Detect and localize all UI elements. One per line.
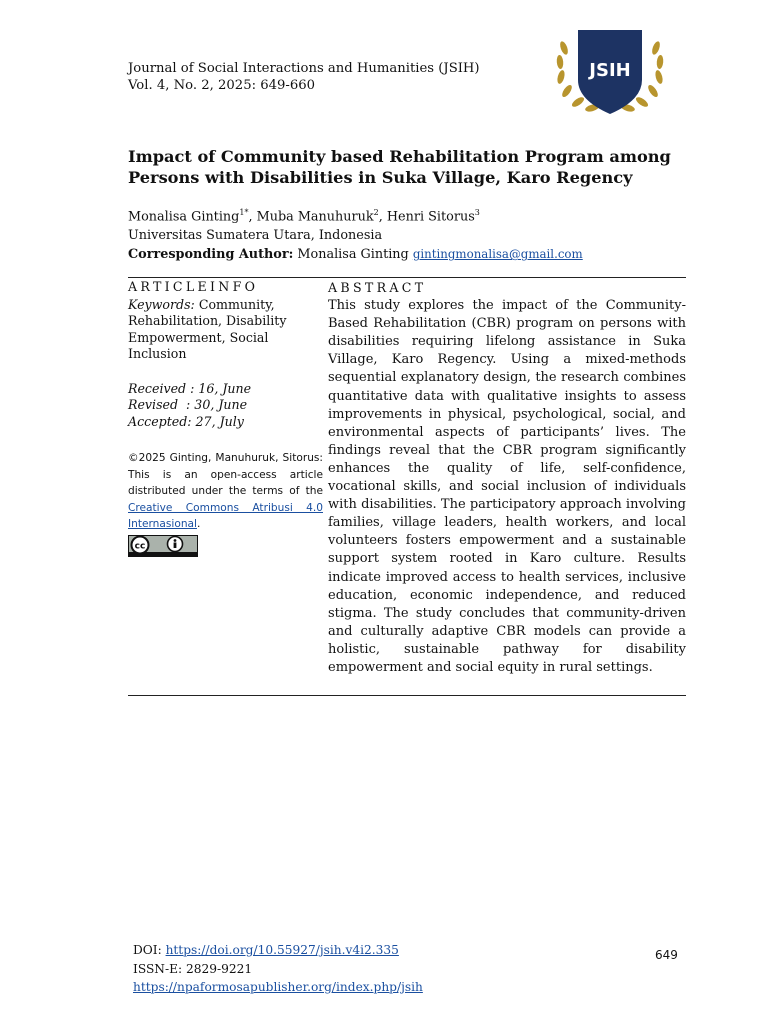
author-block (128, 204, 688, 265)
journal-header (128, 60, 480, 94)
affiliation: Universitas Sumatera Utara, Indonesia (128, 227, 383, 243)
article-title: Impact of Community based Rehabilitation Program among Persons with Disabilities in Suka Village, Karo Regency (128, 147, 671, 187)
corresponding-author (128, 245, 688, 265)
author-sup: 2 (373, 208, 379, 217)
volume-info: Vol. 4, No. 2, 2025: 649-660 (128, 78, 316, 93)
author-name: Monalisa Ginting (128, 209, 240, 225)
page-number: 649 (655, 948, 678, 962)
abstract-text: This study explores the impact of the Community-Based Rehabilitation (CBR) program on persons with disabilities requiring lifelong assistance in Suka Village, Karo Regency. Using a mixed-methods sequential explanatory design, the research combines quantitative data with qualitative insights to assess improvements in physical, psychological, social, and environmental aspects of participants’ lives. The findings reveal that the CBR program significantly enhances the quality of life, self-confidence, vocational skills, and social inclusion of individuals with disabilities. The participatory approach involving families, village leaders, health workers, and local volunteers fosters empowerment and a sustainable support system rooted in Karo culture. Results indicate improved access to health services, inclusive education, economic independence, and reduced stigma. The study concludes that community-driven and culturally adaptive CBR models can provide a holistic, sustainable pathway for disability empowerment and social equity in rural settings. (328, 298, 686, 675)
keywords-list: Community, Rehabilitation, Disability Empowerment, Social Inclusion (128, 296, 287, 361)
license-notice (128, 450, 323, 533)
author-sup: 1* (239, 208, 249, 217)
laurel-shield-icon (554, 28, 666, 116)
license-end: . (196, 518, 201, 531)
top-divider (128, 277, 686, 278)
author-list: Monalisa Ginting$^{1*}$, Muba Manuhuruk$^2$, Henri Sitorus$^3$ (128, 208, 480, 225)
revised-date: Revised : 30, June (128, 397, 248, 412)
logo-text: JSIH (589, 60, 631, 81)
doi-link[interactable]: https://doi.org/10.55927/jsih.v4i2.335 (165, 943, 399, 957)
corresponding-email-link[interactable]: gintingmonalisa@gmail.com (412, 247, 583, 262)
journal-site-link[interactable]: https://npaformosapublisher.org/index.php/jsih (133, 980, 423, 994)
jsih-logo (554, 28, 666, 116)
journal-name: Journal of Social Interactions and Humanities (JSIH) (128, 61, 480, 76)
corresponding-label: Corresponding Author: (128, 247, 294, 263)
doi-line (133, 941, 423, 960)
author-name: Henri Sitorus (386, 209, 475, 225)
author-sup: 3 (474, 208, 480, 217)
license-link[interactable]: Creative Commons Atribusi 4.0 Internasional (128, 501, 323, 531)
article-info-heading: ARTICLEINFO (128, 279, 259, 294)
keywords (128, 297, 323, 363)
issn: ISSN-E: 2829-9221 (133, 961, 253, 976)
doi-label: DOI: (133, 943, 162, 957)
bottom-divider (128, 695, 686, 696)
accepted-date: Accepted: 27, July (128, 413, 244, 429)
abstract-column (328, 279, 686, 677)
svg-text:cc: cc (134, 541, 146, 552)
author-name: Muba Manuhuruk (256, 209, 374, 225)
keywords-label: Keywords: (128, 296, 195, 312)
abstract-heading: ABSTRACT (328, 280, 427, 295)
cc-by-icon[interactable] (128, 535, 198, 557)
corresponding-name: Monalisa Ginting (297, 247, 409, 263)
received-date: Received : 16, June (128, 380, 252, 396)
footer (133, 941, 423, 997)
article-dates (128, 381, 323, 431)
license-text: ©2025 Ginting, Manuhuruk, Sitorus: This is an open-access article distributed under the terms of the (128, 452, 323, 498)
article-info-column (128, 279, 323, 557)
